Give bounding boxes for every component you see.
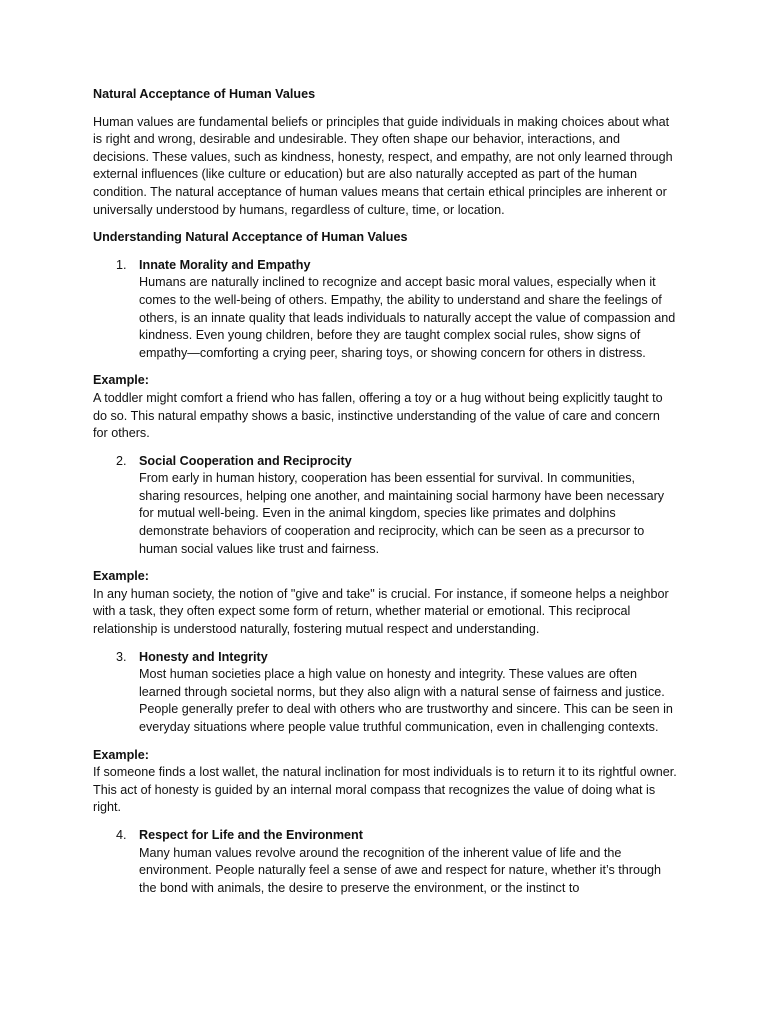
example-label: Example: — [93, 569, 149, 584]
list-item-body: From early in human history, cooperation has been essential for survival. In communities, sharing resources, helping one another, and maintaining social harmony have been necessary for mutual well-being. Even in the animal kingdom, species like primates and dolphins demonstrate behaviors of cooperation and reciprocity, which can be seen as a precursor to human social values like trust and fairness. — [139, 471, 665, 556]
document-page — [93, 86, 677, 907]
document-title: Natural Acceptance of Human Values — [93, 87, 316, 101]
example-text: A toddler might comfort a friend who has fallen, offering a toy or a hug without being explicitly taught to do so. This natural empathy shows a basic, instinctive understanding of the value of care and concern for others. — [93, 390, 663, 441]
list-item-3 — [93, 649, 677, 737]
intro-paragraph: Human values are fundamental beliefs or principles that guide individuals in making choices about what is right and wrong, desirable and undesirable. They often shape our behavior, interactions, and decisions. These values, such as kindness, honesty, respect, and empathy, are not only learned through external influences (like culture or education) but are also naturally accepted as part of the human condition. The natural acceptance of human values means that certain ethical principles are inherent or universally understood by humans, regardless of culture, time, or location. — [93, 114, 673, 217]
section-heading: Understanding Natural Acceptance of Human Values — [93, 230, 408, 245]
example-block-1 — [93, 372, 677, 442]
list-item-1 — [93, 257, 677, 363]
list-item-body: Humans are naturally inclined to recognize and accept basic moral values, especially when it comes to the well-being of others. Empathy, the ability to understand and share the feelings of others, is an innate quality that leads individuals to naturally accept the value of compassion and kindness. Even young children, before they are taught complex social rules, show signs of empathy—comforting a crying peer, sharing toys, or showing concern for others in distress. — [139, 275, 676, 360]
list-item-number: 2. — [116, 453, 127, 468]
list-item-body: Many human values revolve around the recognition of the inherent value of life and the environment. People naturally feel a sense of awe and respect for nature, whether it’s through the bond with animals, the desire to preserve the environment, or the instinct to — [139, 845, 662, 895]
example-block-2 — [93, 568, 677, 638]
list-item-title: Social Cooperation and Reciprocity — [139, 453, 352, 468]
list-item-4 — [93, 827, 677, 897]
example-label: Example: — [93, 373, 149, 388]
list-item-body: Most human societies place a high value on honesty and integrity. These values are often learned through societal norms, but they also align with a natural sense of fairness and justice. People generally prefer to deal with others who are trustworthy and sincere. This can be seen in everyday situations where people value truthful communication, even in challenging contexts. — [139, 667, 673, 734]
list-item-title: Respect for Life and the Environment — [139, 827, 363, 842]
example-label: Example: — [93, 747, 149, 762]
list-item-2 — [93, 453, 677, 559]
example-block-3 — [93, 747, 677, 817]
example-text: If someone finds a lost wallet, the natural inclination for most individuals is to return it to its rightful owner. This act of honesty is guided by an internal moral compass that recognizes the value of doing what is right. — [93, 765, 677, 815]
example-text: In any human society, the notion of "give and take" is crucial. For instance, if someone helps a neighbor with a task, they often expect some form of return, whether material or emotional. This reciprocal relationship is understood naturally, fostering mutual respect and understanding. — [93, 586, 669, 637]
list-item-title: Honesty and Integrity — [139, 649, 268, 664]
list-item-number: 4. — [116, 827, 127, 842]
list-item-number: 3. — [116, 649, 127, 664]
list-item-number: 1. — [116, 257, 127, 272]
list-item-title: Innate Morality and Empathy — [139, 257, 311, 272]
